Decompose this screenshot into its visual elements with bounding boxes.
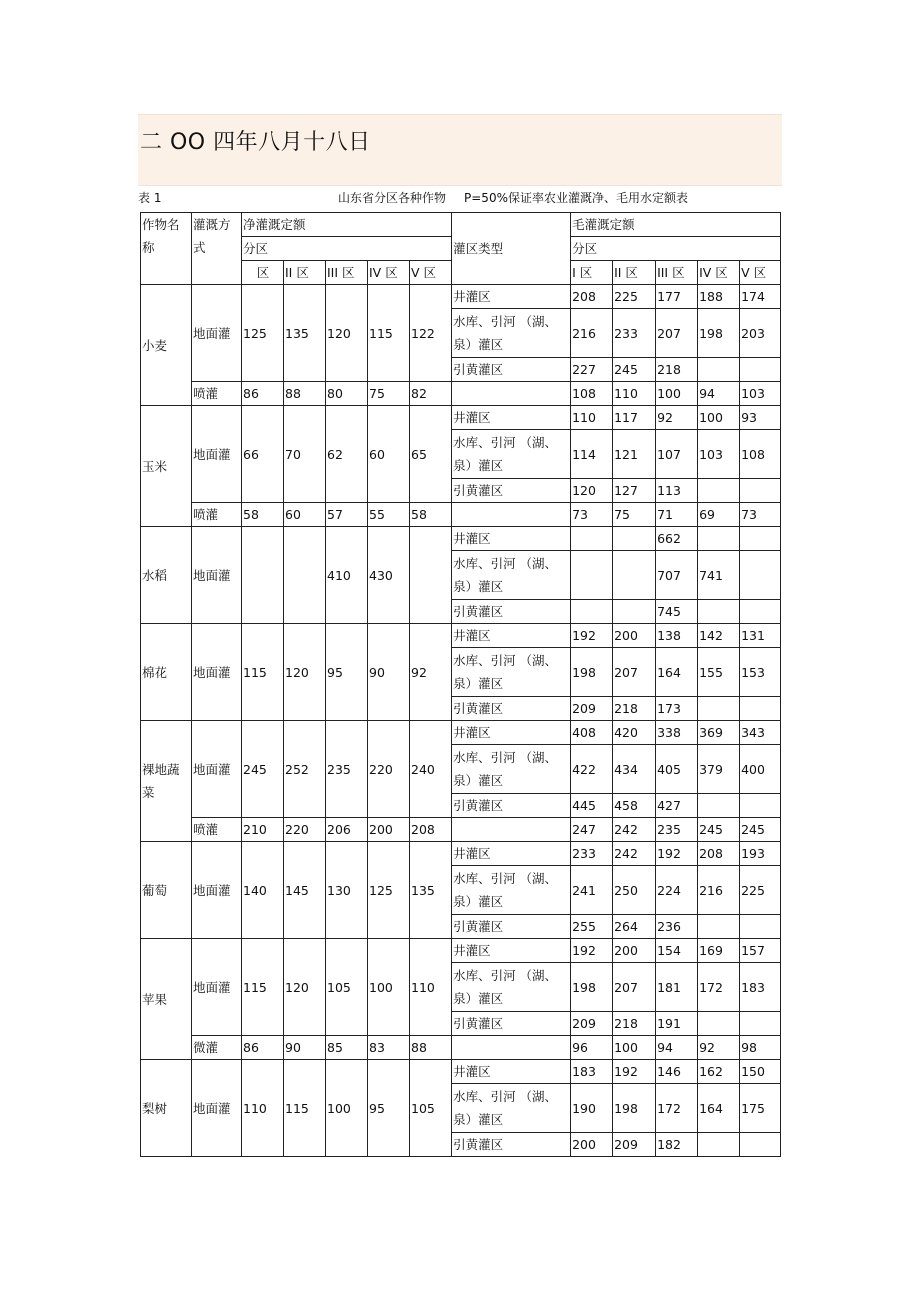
- net-value-cell: [242, 527, 284, 624]
- irrigation-type-cell: 水库、引河 （湖、泉）灌区: [452, 745, 571, 794]
- gross-value-cell: 188: [698, 285, 740, 309]
- gross-zone-header: III 区: [656, 261, 698, 285]
- gross-value-cell: [571, 527, 613, 551]
- net-value-cell: 110: [242, 1060, 284, 1157]
- crop-name-cell: 裸地蔬菜: [141, 721, 192, 842]
- net-value-cell: [284, 527, 326, 624]
- net-value-cell: 120: [326, 285, 368, 382]
- gross-value-cell: 400: [740, 745, 781, 794]
- gross-value-cell: 103: [740, 382, 781, 406]
- net-value-cell: 60: [368, 406, 410, 503]
- irrigation-type-cell: 水库、引河 （湖、泉）灌区: [452, 963, 571, 1012]
- irrigation-type-cell: 引黄灌区: [452, 479, 571, 503]
- gross-value-cell: 207: [613, 963, 656, 1012]
- gross-value-cell: 422: [571, 745, 613, 794]
- gross-value-cell: 264: [613, 915, 656, 939]
- method-cell: 地面灌: [192, 939, 242, 1036]
- irrigation-type-cell: 井灌区: [452, 842, 571, 866]
- gross-value-cell: 172: [698, 963, 740, 1012]
- header-net: 净灌溉定额: [242, 213, 452, 237]
- irrigation-type-cell: 引黄灌区: [452, 915, 571, 939]
- gross-value-cell: [740, 600, 781, 624]
- net-value-cell: 85: [326, 1036, 368, 1060]
- gross-zone-header: V 区: [740, 261, 781, 285]
- gross-value-cell: 154: [656, 939, 698, 963]
- net-value-cell: 82: [410, 382, 452, 406]
- gross-value-cell: 100: [656, 382, 698, 406]
- gross-value-cell: [740, 551, 781, 600]
- gross-value-cell: 110: [571, 406, 613, 430]
- gross-value-cell: 127: [613, 479, 656, 503]
- irrigation-type-cell: [452, 1036, 571, 1060]
- crop-name-cell: 梨树: [141, 1060, 192, 1157]
- irrigation-type-cell: 引黄灌区: [452, 794, 571, 818]
- net-value-cell: 70: [284, 406, 326, 503]
- net-value-cell: 65: [410, 406, 452, 503]
- gross-value-cell: 94: [698, 382, 740, 406]
- gross-value-cell: 236: [656, 915, 698, 939]
- gross-value-cell: 216: [698, 866, 740, 915]
- net-value-cell: 88: [284, 382, 326, 406]
- net-value-cell: 66: [242, 406, 284, 503]
- net-zone-header: III 区: [326, 261, 368, 285]
- net-value-cell: 200: [368, 818, 410, 842]
- net-value-cell: 110: [410, 939, 452, 1036]
- gross-zone-header: IV 区: [698, 261, 740, 285]
- irrigation-type-cell: 井灌区: [452, 939, 571, 963]
- net-value-cell: 75: [368, 382, 410, 406]
- method-cell: 地面灌: [192, 1060, 242, 1157]
- net-value-cell: 252: [284, 721, 326, 818]
- gross-value-cell: [698, 358, 740, 382]
- gross-value-cell: [698, 697, 740, 721]
- gross-value-cell: 235: [656, 818, 698, 842]
- net-value-cell: 130: [326, 842, 368, 939]
- method-cell: 地面灌: [192, 285, 242, 382]
- net-value-cell: 410: [326, 527, 368, 624]
- gross-value-cell: 162: [698, 1060, 740, 1084]
- gross-value-cell: 434: [613, 745, 656, 794]
- gross-zone-header: II 区: [613, 261, 656, 285]
- net-value-cell: 57: [326, 503, 368, 527]
- gross-value-cell: 164: [656, 648, 698, 697]
- net-value-cell: 60: [284, 503, 326, 527]
- gross-value-cell: 245: [613, 358, 656, 382]
- irrigation-type-cell: [452, 503, 571, 527]
- net-value-cell: 105: [410, 1060, 452, 1157]
- gross-value-cell: 113: [656, 479, 698, 503]
- crop-name-cell: 水稻: [141, 527, 192, 624]
- net-value-cell: 95: [326, 624, 368, 721]
- gross-value-cell: 172: [656, 1084, 698, 1133]
- gross-value-cell: 98: [740, 1036, 781, 1060]
- table-row: [141, 285, 781, 309]
- gross-value-cell: 233: [613, 309, 656, 358]
- gross-value-cell: 200: [571, 1133, 613, 1157]
- net-value-cell: 90: [284, 1036, 326, 1060]
- method-cell: 地面灌: [192, 721, 242, 818]
- net-value-cell: 86: [242, 1036, 284, 1060]
- table-label: 表 1: [138, 191, 162, 205]
- net-value-cell: 240: [410, 721, 452, 818]
- gross-value-cell: [571, 600, 613, 624]
- gross-value-cell: 110: [613, 382, 656, 406]
- header-method: 灌溉方式: [192, 213, 242, 285]
- gross-value-cell: 192: [571, 624, 613, 648]
- gross-value-cell: 369: [698, 721, 740, 745]
- net-value-cell: 88: [410, 1036, 452, 1060]
- gross-value-cell: 75: [613, 503, 656, 527]
- net-zone-header: II 区: [284, 261, 326, 285]
- method-cell: 地面灌: [192, 842, 242, 939]
- gross-value-cell: 191: [656, 1012, 698, 1036]
- gross-value-cell: 192: [613, 1060, 656, 1084]
- gross-value-cell: 745: [656, 600, 698, 624]
- net-value-cell: 135: [410, 842, 452, 939]
- irrigation-type-cell: 引黄灌区: [452, 358, 571, 382]
- table-row: [141, 624, 781, 648]
- crop-name-cell: 小麦: [141, 285, 192, 406]
- net-value-cell: 100: [368, 939, 410, 1036]
- irrigation-type-cell: 井灌区: [452, 285, 571, 309]
- gross-value-cell: 224: [656, 866, 698, 915]
- gross-value-cell: [698, 794, 740, 818]
- gross-value-cell: 169: [698, 939, 740, 963]
- gross-value-cell: 207: [613, 648, 656, 697]
- gross-value-cell: 146: [656, 1060, 698, 1084]
- gross-value-cell: [698, 600, 740, 624]
- header-irrigation-type: 灌区类型: [452, 213, 571, 285]
- gross-value-cell: 216: [571, 309, 613, 358]
- header-gross: 毛灌溉定额: [571, 213, 781, 237]
- crop-name-cell: 棉花: [141, 624, 192, 721]
- net-value-cell: 235: [326, 721, 368, 818]
- gross-value-cell: 247: [571, 818, 613, 842]
- gross-value-cell: 100: [698, 406, 740, 430]
- gross-value-cell: 198: [613, 1084, 656, 1133]
- net-value-cell: 245: [242, 721, 284, 818]
- gross-value-cell: 218: [613, 1012, 656, 1036]
- net-value-cell: 115: [242, 624, 284, 721]
- irrigation-type-cell: 水库、引河 （湖、泉）灌区: [452, 866, 571, 915]
- gross-value-cell: 203: [740, 309, 781, 358]
- gross-value-cell: 458: [613, 794, 656, 818]
- gross-value-cell: 100: [613, 1036, 656, 1060]
- method-cell: 喷灌: [192, 382, 242, 406]
- table-row: [141, 527, 781, 551]
- gross-value-cell: 200: [613, 624, 656, 648]
- net-value-cell: 105: [326, 939, 368, 1036]
- gross-value-cell: 150: [740, 1060, 781, 1084]
- irrigation-type-cell: 井灌区: [452, 721, 571, 745]
- irrigation-type-cell: 井灌区: [452, 624, 571, 648]
- gross-value-cell: 208: [698, 842, 740, 866]
- gross-value-cell: 157: [740, 939, 781, 963]
- net-value-cell: 115: [284, 1060, 326, 1157]
- table-row: [141, 842, 781, 866]
- gross-value-cell: 198: [698, 309, 740, 358]
- gross-value-cell: 131: [740, 624, 781, 648]
- net-value-cell: 58: [242, 503, 284, 527]
- table-title-right: P=50%保证率农业灌溉净、毛用水定额表: [464, 191, 688, 205]
- net-value-cell: 145: [284, 842, 326, 939]
- gross-value-cell: 108: [571, 382, 613, 406]
- irrigation-type-cell: 井灌区: [452, 1060, 571, 1084]
- method-cell: 微灌: [192, 1036, 242, 1060]
- gross-value-cell: 192: [571, 939, 613, 963]
- table-row: [141, 406, 781, 430]
- gross-value-cell: 245: [698, 818, 740, 842]
- gross-value-cell: 405: [656, 745, 698, 794]
- gross-value-cell: 121: [613, 430, 656, 479]
- net-value-cell: 208: [410, 818, 452, 842]
- gross-value-cell: 107: [656, 430, 698, 479]
- table-row: [141, 382, 781, 406]
- gross-value-cell: 218: [656, 358, 698, 382]
- gross-value-cell: [740, 1133, 781, 1157]
- gross-value-cell: 190: [571, 1084, 613, 1133]
- table-row: [141, 818, 781, 842]
- net-zone-header: V 区: [410, 261, 452, 285]
- net-value-cell: 80: [326, 382, 368, 406]
- gross-value-cell: [740, 479, 781, 503]
- net-value-cell: 55: [368, 503, 410, 527]
- irrigation-type-cell: 水库、引河 （湖、泉）灌区: [452, 309, 571, 358]
- method-cell: 地面灌: [192, 624, 242, 721]
- net-zone-header: IV 区: [368, 261, 410, 285]
- gross-value-cell: 192: [656, 842, 698, 866]
- net-value-cell: 92: [410, 624, 452, 721]
- gross-value-cell: [740, 794, 781, 818]
- gross-value-cell: 408: [571, 721, 613, 745]
- irrigation-type-cell: 井灌区: [452, 406, 571, 430]
- table-row: [141, 1036, 781, 1060]
- table-title-left: 山东省分区各种作物: [338, 191, 447, 205]
- net-value-cell: 115: [242, 939, 284, 1036]
- net-value-cell: 120: [284, 939, 326, 1036]
- irrigation-type-cell: 引黄灌区: [452, 1133, 571, 1157]
- irrigation-type-cell: 水库、引河 （湖、泉）灌区: [452, 551, 571, 600]
- gross-value-cell: 208: [571, 285, 613, 309]
- gross-value-cell: 69: [698, 503, 740, 527]
- gross-value-cell: [571, 551, 613, 600]
- gross-value-cell: 103: [698, 430, 740, 479]
- gross-value-cell: 142: [698, 624, 740, 648]
- net-value-cell: 125: [368, 842, 410, 939]
- net-value-cell: 220: [368, 721, 410, 818]
- net-value-cell: 430: [368, 527, 410, 624]
- gross-value-cell: 183: [571, 1060, 613, 1084]
- irrigation-type-cell: [452, 382, 571, 406]
- gross-value-cell: 255: [571, 915, 613, 939]
- gross-value-cell: [740, 1012, 781, 1036]
- gross-value-cell: 233: [571, 842, 613, 866]
- gross-value-cell: 198: [571, 963, 613, 1012]
- gross-value-cell: 182: [656, 1133, 698, 1157]
- gross-value-cell: 117: [613, 406, 656, 430]
- gross-value-cell: 241: [571, 866, 613, 915]
- gross-value-cell: 200: [613, 939, 656, 963]
- crop-name-cell: 苹果: [141, 939, 192, 1060]
- gross-value-cell: [740, 527, 781, 551]
- net-value-cell: 90: [368, 624, 410, 721]
- gross-value-cell: 153: [740, 648, 781, 697]
- method-cell: 喷灌: [192, 818, 242, 842]
- gross-value-cell: 209: [571, 1012, 613, 1036]
- gross-value-cell: 94: [656, 1036, 698, 1060]
- net-value-cell: 135: [284, 285, 326, 382]
- date-heading: 二 OO 四年八月十八日: [140, 130, 371, 155]
- gross-value-cell: 73: [740, 503, 781, 527]
- gross-value-cell: 343: [740, 721, 781, 745]
- gross-value-cell: [613, 527, 656, 551]
- net-value-cell: 115: [368, 285, 410, 382]
- gross-value-cell: [698, 1133, 740, 1157]
- gross-value-cell: 225: [740, 866, 781, 915]
- crop-name-cell: 玉米: [141, 406, 192, 527]
- gross-value-cell: 338: [656, 721, 698, 745]
- header-zone-gross: 分区: [571, 237, 781, 261]
- gross-value-cell: 114: [571, 430, 613, 479]
- gross-value-cell: 225: [613, 285, 656, 309]
- gross-zone-header: I 区: [571, 261, 613, 285]
- net-zone-header: 区: [242, 261, 284, 285]
- net-value-cell: 58: [410, 503, 452, 527]
- method-cell: 喷灌: [192, 503, 242, 527]
- net-value-cell: 140: [242, 842, 284, 939]
- net-value-cell: 83: [368, 1036, 410, 1060]
- gross-value-cell: [698, 1012, 740, 1036]
- gross-value-cell: [740, 915, 781, 939]
- irrigation-type-cell: 引黄灌区: [452, 697, 571, 721]
- gross-value-cell: [698, 915, 740, 939]
- gross-value-cell: 173: [656, 697, 698, 721]
- gross-value-cell: 120: [571, 479, 613, 503]
- net-value-cell: 95: [368, 1060, 410, 1157]
- gross-value-cell: 177: [656, 285, 698, 309]
- gross-value-cell: 242: [613, 842, 656, 866]
- gross-value-cell: 198: [571, 648, 613, 697]
- net-value-cell: 120: [284, 624, 326, 721]
- gross-value-cell: 174: [740, 285, 781, 309]
- gross-value-cell: 227: [571, 358, 613, 382]
- method-cell: 地面灌: [192, 406, 242, 503]
- gross-value-cell: 250: [613, 866, 656, 915]
- net-value-cell: 62: [326, 406, 368, 503]
- gross-value-cell: 92: [656, 406, 698, 430]
- gross-value-cell: 175: [740, 1084, 781, 1133]
- header-crop: 作物名称: [141, 213, 192, 285]
- gross-value-cell: 164: [698, 1084, 740, 1133]
- gross-value-cell: [613, 551, 656, 600]
- net-value-cell: [410, 527, 452, 624]
- gross-value-cell: 420: [613, 721, 656, 745]
- irrigation-type-cell: 引黄灌区: [452, 600, 571, 624]
- gross-value-cell: [740, 358, 781, 382]
- gross-value-cell: 445: [571, 794, 613, 818]
- irrigation-quota-table: [140, 212, 781, 1157]
- gross-value-cell: 93: [740, 406, 781, 430]
- gross-value-cell: 427: [656, 794, 698, 818]
- gross-value-cell: 193: [740, 842, 781, 866]
- irrigation-type-cell: [452, 818, 571, 842]
- gross-value-cell: 71: [656, 503, 698, 527]
- gross-value-cell: [698, 527, 740, 551]
- table-row: [141, 939, 781, 963]
- crop-name-cell: 葡萄: [141, 842, 192, 939]
- table-title: [338, 189, 688, 206]
- table-row: [141, 503, 781, 527]
- gross-value-cell: 155: [698, 648, 740, 697]
- date-banner: [138, 114, 782, 186]
- gross-value-cell: 662: [656, 527, 698, 551]
- irrigation-type-cell: 水库、引河 （湖、泉）灌区: [452, 648, 571, 697]
- table-row: [141, 1060, 781, 1084]
- gross-value-cell: 209: [613, 1133, 656, 1157]
- gross-value-cell: 181: [656, 963, 698, 1012]
- method-cell: 地面灌: [192, 527, 242, 624]
- gross-value-cell: 218: [613, 697, 656, 721]
- irrigation-type-cell: 井灌区: [452, 527, 571, 551]
- gross-value-cell: 245: [740, 818, 781, 842]
- irrigation-type-cell: 引黄灌区: [452, 1012, 571, 1036]
- gross-value-cell: 242: [613, 818, 656, 842]
- header-zone-net: 分区: [242, 237, 452, 261]
- table-body: [141, 285, 781, 1157]
- net-value-cell: 100: [326, 1060, 368, 1157]
- gross-value-cell: 108: [740, 430, 781, 479]
- gross-value-cell: 92: [698, 1036, 740, 1060]
- gross-value-cell: 73: [571, 503, 613, 527]
- gross-value-cell: 207: [656, 309, 698, 358]
- gross-value-cell: 96: [571, 1036, 613, 1060]
- gross-value-cell: 379: [698, 745, 740, 794]
- irrigation-type-cell: 水库、引河 （湖、泉）灌区: [452, 430, 571, 479]
- net-value-cell: 122: [410, 285, 452, 382]
- gross-value-cell: 209: [571, 697, 613, 721]
- net-value-cell: 210: [242, 818, 284, 842]
- gross-value-cell: 741: [698, 551, 740, 600]
- gross-value-cell: [698, 479, 740, 503]
- net-value-cell: 220: [284, 818, 326, 842]
- table-row: [141, 721, 781, 745]
- gross-value-cell: 138: [656, 624, 698, 648]
- net-value-cell: 125: [242, 285, 284, 382]
- irrigation-type-cell: 水库、引河 （湖、泉）灌区: [452, 1084, 571, 1133]
- gross-value-cell: [613, 600, 656, 624]
- gross-value-cell: [740, 697, 781, 721]
- gross-value-cell: 183: [740, 963, 781, 1012]
- net-value-cell: 86: [242, 382, 284, 406]
- gross-value-cell: 707: [656, 551, 698, 600]
- net-value-cell: 206: [326, 818, 368, 842]
